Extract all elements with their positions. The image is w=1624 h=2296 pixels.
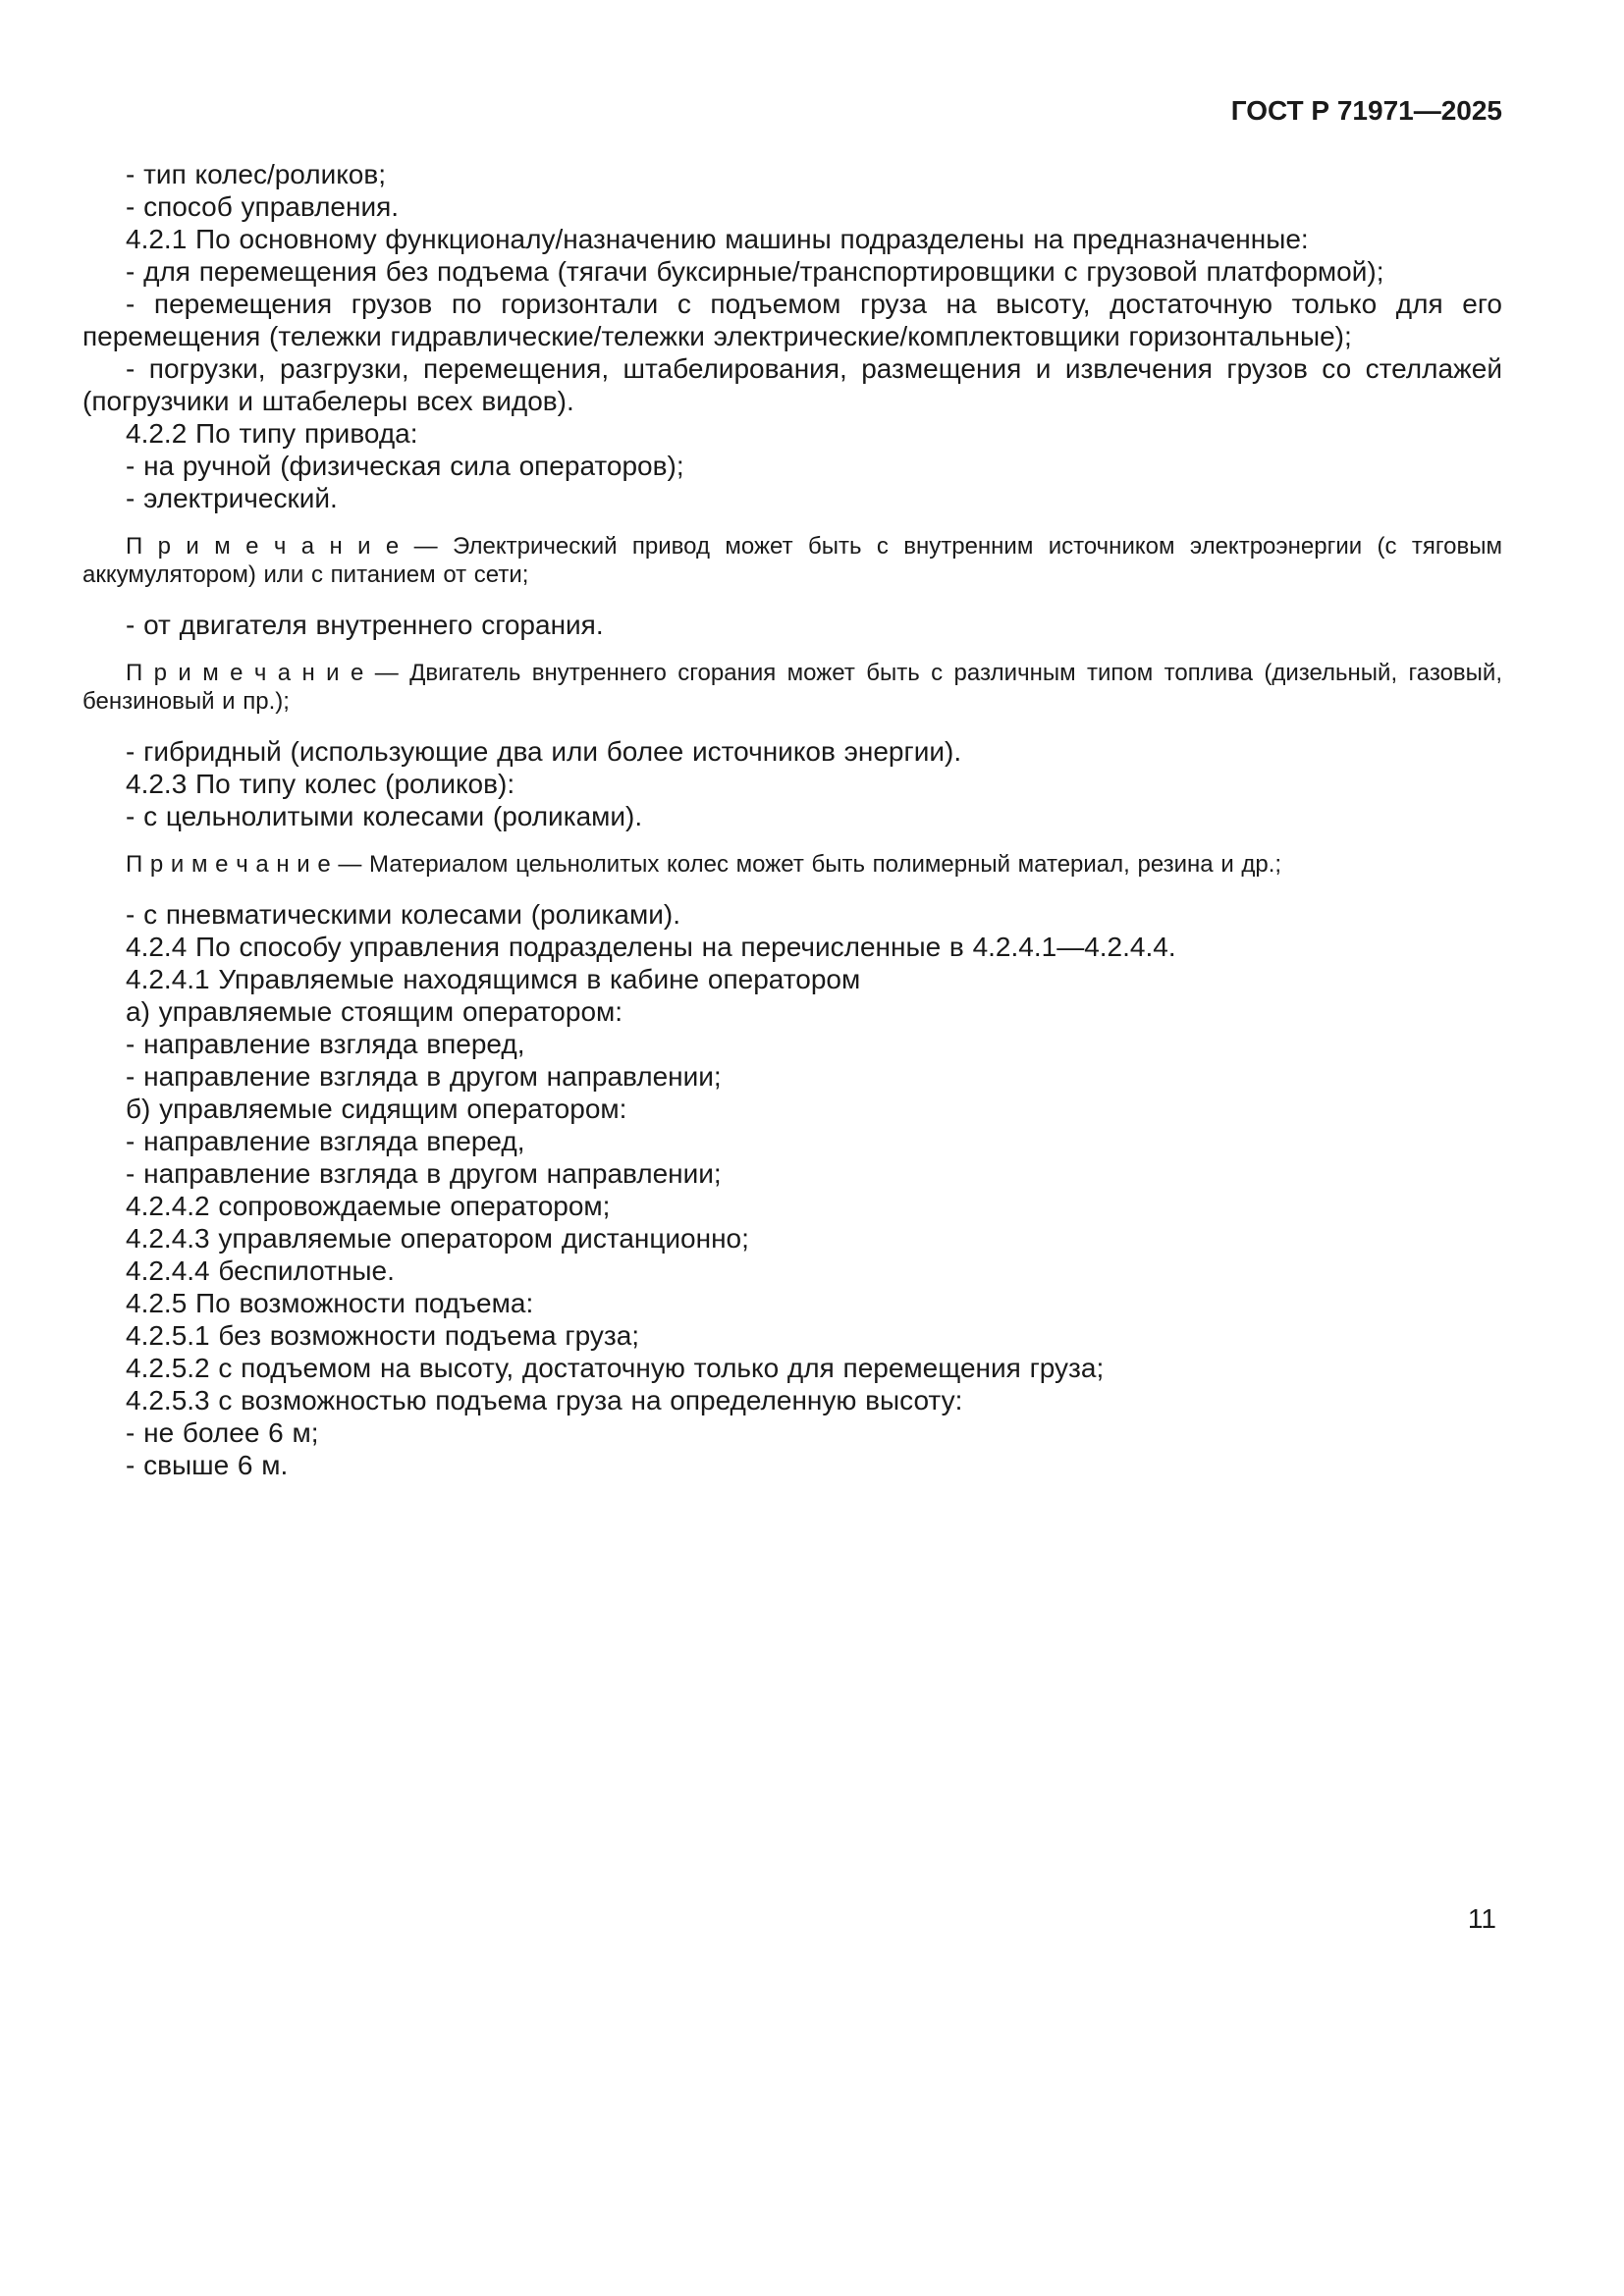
paragraph: 4.2.4.4 беспилотные. — [126, 1255, 395, 1286]
paragraph: - тип колес/роликов; — [126, 159, 387, 189]
paragraph: - направление взгляда вперед, — [126, 1126, 525, 1156]
paragraph: а) управляемые стоящим оператором: — [126, 996, 623, 1027]
paragraph: - погрузки, разгрузки, перемещения, штабелирования, размещения и извлечения грузов со стеллажей (погрузчики и штабелеры всех видов). — [82, 353, 1502, 416]
paragraph: 4.2.4.2 сопровождаемые оператором; — [126, 1191, 611, 1221]
document-header: ГОСТ Р 71971—2025 — [1230, 95, 1502, 126]
paragraph: - направление взгляда в другом направлении; — [126, 1158, 722, 1189]
paragraph: 4.2.3 По типу колес (роликов): — [126, 769, 515, 799]
note-paragraph: П р и м е ч а н и е — Электрический привод может быть с внутренним источником электроэнергии (с тяговым аккумулятором) или с питанием от сети; — [82, 533, 1502, 588]
paragraph: - перемещения грузов по горизонтали с подъемом груза на высоту, достаточную только для его перемещения (тележки гидравлические/тележки электрические/комплектовщики горизонтальные); — [82, 289, 1502, 351]
note-paragraph: П р и м е ч а н и е — Материалом цельнолитых колес может быть полимерный материал, резина и др.; — [126, 851, 1282, 878]
paragraph: - свыше 6 м. — [126, 1450, 289, 1480]
paragraph: - на ручной (физическая сила операторов); — [126, 451, 684, 481]
paragraph: 4.2.4 По способу управления подразделены на перечисленные в 4.2.4.1—4.2.4.4. — [126, 932, 1176, 962]
paragraph: 4.2.5.2 с подъемом на высоту, достаточную только для перемещения груза; — [126, 1353, 1105, 1383]
note-paragraph: П р и м е ч а н и е — Двигатель внутреннего сгорания может быть с различным типом топлива (дизельный, газовый, бензиновый и пр.); — [82, 660, 1502, 715]
paragraph: - для перемещения без подъема (тягачи буксирные/транспортировщики с грузовой платформой); — [126, 256, 1384, 287]
paragraph: 4.2.4.1 Управляемые находящимся в кабине оператором — [126, 964, 861, 994]
paragraph: б) управляемые сидящим оператором: — [126, 1094, 627, 1124]
paragraph: - гибридный (использующие два или более источников энергии). — [126, 736, 962, 767]
paragraph: - направление взгляда в другом направлении; — [126, 1061, 722, 1092]
paragraph: - электрический. — [126, 483, 338, 513]
document-body — [82, 158, 1502, 1481]
paragraph: - способ управления. — [126, 191, 400, 222]
paragraph: 4.2.1 По основному функционалу/назначению машины подразделены на предназначенные: — [126, 224, 1309, 254]
paragraph: 4.2.5.1 без возможности подъема груза; — [126, 1320, 640, 1351]
page-number: 11 — [1467, 1903, 1496, 1934]
paragraph: 4.2.4.3 управляемые оператором дистанционно; — [126, 1223, 749, 1254]
paragraph: 4.2.5.3 с возможностью подъема груза на определенную высоту: — [126, 1385, 963, 1415]
paragraph: - не более 6 м; — [126, 1417, 319, 1448]
paragraph: - от двигателя внутреннего сгорания. — [126, 610, 604, 640]
paragraph: - направление взгляда вперед, — [126, 1029, 525, 1059]
paragraph: 4.2.2 По типу привода: — [126, 418, 418, 449]
paragraph: - с пневматическими колесами (роликами). — [126, 899, 680, 930]
paragraph: 4.2.5 По возможности подъема: — [126, 1288, 534, 1318]
paragraph: - с цельнолитыми колесами (роликами). — [126, 801, 643, 831]
